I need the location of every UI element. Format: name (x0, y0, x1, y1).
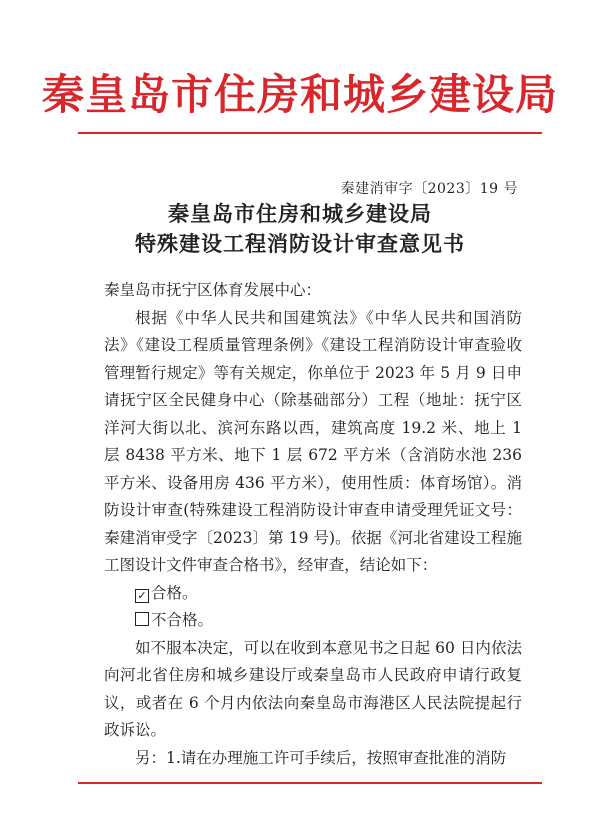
option-pass (104, 580, 522, 608)
document-title-line1: 秦皇岛市住房和城乡建设局 (168, 202, 432, 226)
letterhead: 秦皇岛市住房和城乡建设局 (41, 70, 558, 119)
unchecked-box-icon (135, 612, 149, 626)
document-body (104, 277, 522, 772)
option-fail-label: 不合格。 (151, 611, 214, 629)
paragraph-appeal: 如不服本决定，可以在收到本意见书之日起 60 日内依法向河北省住房和城乡建设厅或秦皇岛市人民政府申请行政复议，或者在 6 个月内依法向秦皇岛市海港区人民法院提起行政诉讼。 (104, 638, 522, 739)
paragraph-additional: 另：1.请在办理施工许可手续后，按照审查批准的消防 (135, 748, 507, 767)
letterhead-divider (78, 132, 542, 134)
paragraph-legal-basis: 根据《中华人民共和国建筑法》《中华人民共和国消防法》《建设工程质量管理条例》《建设工程消防设计审查验收管理暂行规定》等有关规定，你单位于 2023 年 5 月 9 日申请抚宁区全民健身中心（除基础部分）工程（地址：抚宁区洋河大街以北、滨河东路以西，建筑高度 19.2 米、地上 1 层 8438 平方米、地下 1 层 672 平方米（含消防水池 236 平方米、设备用房 436 平方米），使用性质：体育场馆）。消防设计审查(特殊建设工程消防设计审查申请受理凭证文号：秦建消审受字〔2023〕第 19 号)。依据《河北省建设工程施工图设计文件审查合格书》，经审查，结论如下： (104, 308, 522, 574)
document-number: 秦建消审字〔2023〕19 号 (340, 181, 518, 197)
option-fail (104, 607, 522, 635)
document-title-line2: 特殊建设工程消防设计审查意见书 (135, 232, 465, 256)
addressee: 秦皇岛市抚宁区体育发展中心： (104, 281, 322, 299)
footer-divider (78, 782, 542, 784)
option-pass-label: 合格。 (151, 583, 198, 602)
checked-box-icon: ✓ (135, 589, 149, 603)
